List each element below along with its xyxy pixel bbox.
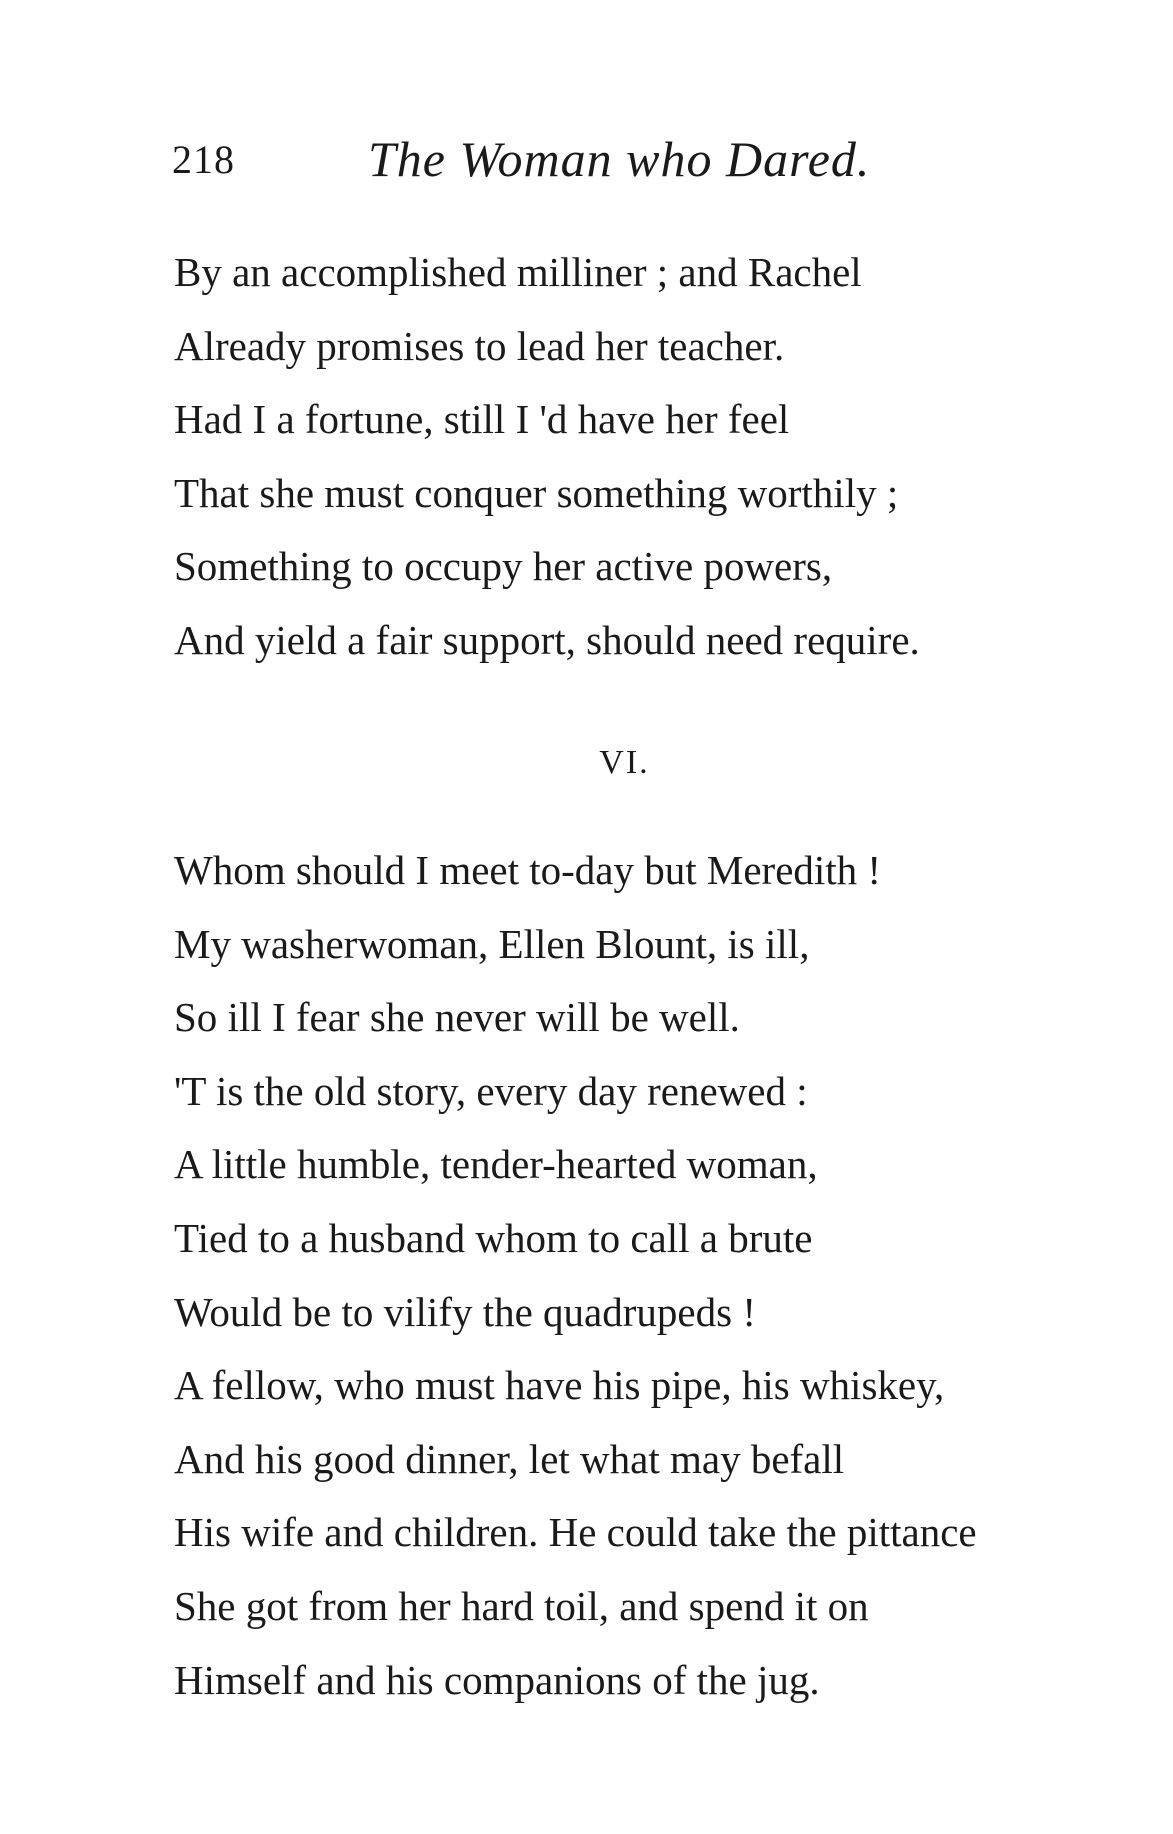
poem-line: 'T is the old story, every day renewed : xyxy=(174,1067,808,1114)
poem-line: By an accomplished milliner ; and Rachel xyxy=(174,249,862,295)
poem-line: My washerwoman, Ellen Blount, is ill, xyxy=(174,920,810,967)
poem-stanza-2 xyxy=(174,834,977,1717)
section-heading xyxy=(0,744,1173,782)
running-title: The Woman who Dared. xyxy=(368,131,871,187)
poem-line: Would be to vilify the quadrupeds ! xyxy=(174,1288,756,1335)
poem-line: A little humble, tender-hearted woman, xyxy=(174,1141,818,1188)
section-numeral: VI. xyxy=(599,744,650,781)
poem-line: Tied to a husband whom to call a brute xyxy=(174,1214,813,1261)
poem-line: Himself and his companions of the jug. xyxy=(174,1656,820,1703)
poem-line: Already promises to lead her teacher. xyxy=(174,322,785,369)
poem-line: That she must conquer something worthily ; xyxy=(174,469,899,516)
poem-line: Whom should I meet to-day but Meredith ! xyxy=(174,847,882,893)
poem-line: His wife and children. He could take the pittance xyxy=(174,1509,977,1556)
poem-line: And yield a fair support, should need require. xyxy=(174,616,920,663)
poem-line: Something to occupy her active powers, xyxy=(174,543,833,590)
poem-stanza-1 xyxy=(174,236,920,678)
poem-line: Had I a fortune, still I 'd have her feel xyxy=(174,396,790,443)
page-number: 218 xyxy=(172,137,235,182)
poem-line: A fellow, who must have his pipe, his whiskey, xyxy=(174,1362,945,1409)
poem-line: And his good dinner, let what may befall xyxy=(174,1435,845,1482)
page-header xyxy=(172,131,932,200)
poem-line: So ill I fear she never will be well. xyxy=(174,994,740,1041)
poem-line: She got from her hard toil, and spend it on xyxy=(174,1582,869,1629)
